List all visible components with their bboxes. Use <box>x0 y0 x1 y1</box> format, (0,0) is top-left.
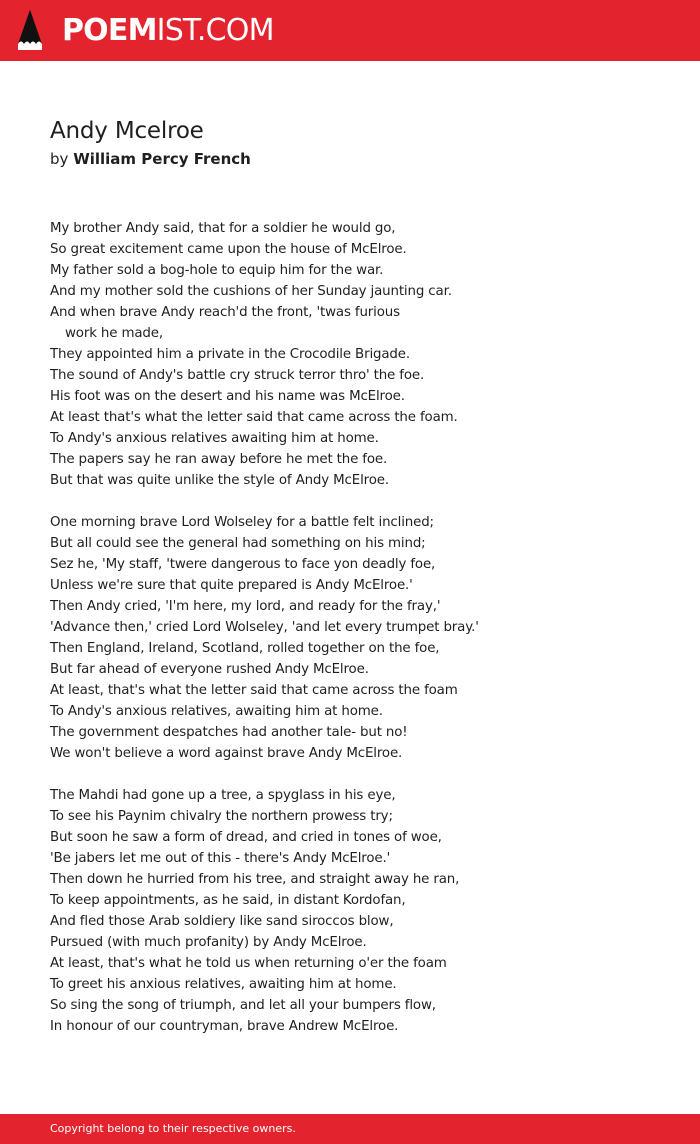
poem-line: His foot was on the desert and his name was McElroe. <box>50 389 405 404</box>
poem-line: But soon he saw a form of dread, and cried in tones of woe, <box>50 830 442 845</box>
poem-stanza <box>50 218 650 491</box>
poem-line: And my mother sold the cushions of her Sunday jaunting car. <box>50 284 452 299</box>
poem-line: And fled those Arab soldiery like sand siroccos blow, <box>50 914 394 929</box>
poem-line: And when brave Andy reach'd the front, 'twas furious <box>50 305 400 320</box>
poem-line: To greet his anxious relatives, awaiting him at home. <box>50 977 397 992</box>
poem-line: Pursued (with much profanity) by Andy McElroe. <box>50 935 367 950</box>
poem-stanza <box>50 512 650 764</box>
poem-line: At least, that's what he told us when returning o'er the foam <box>50 956 447 971</box>
poem-line: To Andy's anxious relatives, awaiting him at home. <box>50 704 383 719</box>
poem-line: Then Andy cried, 'I'm here, my lord, and ready for the fray,' <box>50 599 441 614</box>
poem-line: To see his Paynim chivalry the northern prowess try; <box>50 809 393 824</box>
poem-line: work he made, <box>65 326 163 341</box>
poem-line: But all could see the general had something on his mind; <box>50 536 426 551</box>
logo-thin-text: IST.COM <box>156 13 274 48</box>
poem-line: To keep appointments, as he said, in distant Kordofan, <box>50 893 406 908</box>
poem-line: 'Advance then,' cried Lord Wolseley, 'and let every trumpet bray.' <box>50 620 479 635</box>
poem-line: So great excitement came upon the house of McElroe. <box>50 242 407 257</box>
poem-line: To Andy's anxious relatives awaiting him at home. <box>50 431 379 446</box>
poem-line: Sez he, 'My staff, 'twere dangerous to face yon deadly foe, <box>50 557 436 572</box>
poem-author: William Percy French <box>73 150 251 168</box>
poem-line: One morning brave Lord Wolseley for a battle felt inclined; <box>50 515 434 530</box>
poem-line: They appointed him a private in the Crocodile Brigade. <box>50 347 410 362</box>
poem-line: The Mahdi had gone up a tree, a spyglass in his eye, <box>50 788 396 803</box>
poem-line: The papers say he ran away before he met the foe. <box>50 452 388 467</box>
poem-line: At least that's what the letter said that came across the foam. <box>50 410 458 425</box>
poem-byline <box>50 148 251 170</box>
logo-bold-text: POEM <box>62 13 157 48</box>
poem-line: My brother Andy said, that for a soldier he would go, <box>50 221 396 236</box>
site-logo[interactable] <box>62 11 274 51</box>
poem-stanza <box>50 785 650 1037</box>
poem-line: At least, that's what the letter said that came across the foam <box>50 683 458 698</box>
poem-line: 'Be jabers let me out of this - there's Andy McElroe.' <box>50 851 391 866</box>
poem-line: We won't believe a word against brave Andy McElroe. <box>50 746 403 761</box>
poem-line: So sing the song of triumph, and let all your bumpers flow, <box>50 998 436 1013</box>
poem-line: The government despatches had another tale- but no! <box>50 725 408 740</box>
poem-line: Then England, Ireland, Scotland, rolled together on the foe, <box>50 641 440 656</box>
byline-prefix: by <box>50 150 69 168</box>
poem-title: Andy Mcelroe <box>50 118 204 144</box>
poem-line: Unless we're sure that quite prepared is Andy McElroe.' <box>50 578 413 593</box>
poem-body <box>50 218 650 1058</box>
poem-line: In honour of our countryman, brave Andrew McElroe. <box>50 1019 399 1034</box>
copyright-text: Copyright belong to their respective owners. <box>50 1122 296 1135</box>
poem-line: But that was quite unlike the style of Andy McElroe. <box>50 473 389 488</box>
poem-line: My father sold a bog-hole to equip him for the war. <box>50 263 384 278</box>
poem-line: But far ahead of everyone rushed Andy McElroe. <box>50 662 369 677</box>
poem-line: The sound of Andy's battle cry struck terror thro' the foe. <box>50 368 425 383</box>
site-header <box>0 0 700 61</box>
site-footer <box>0 1114 700 1144</box>
pencil-tip-icon[interactable] <box>17 9 43 51</box>
poem-line: Then down he hurried from his tree, and straight away he ran, <box>50 872 460 887</box>
